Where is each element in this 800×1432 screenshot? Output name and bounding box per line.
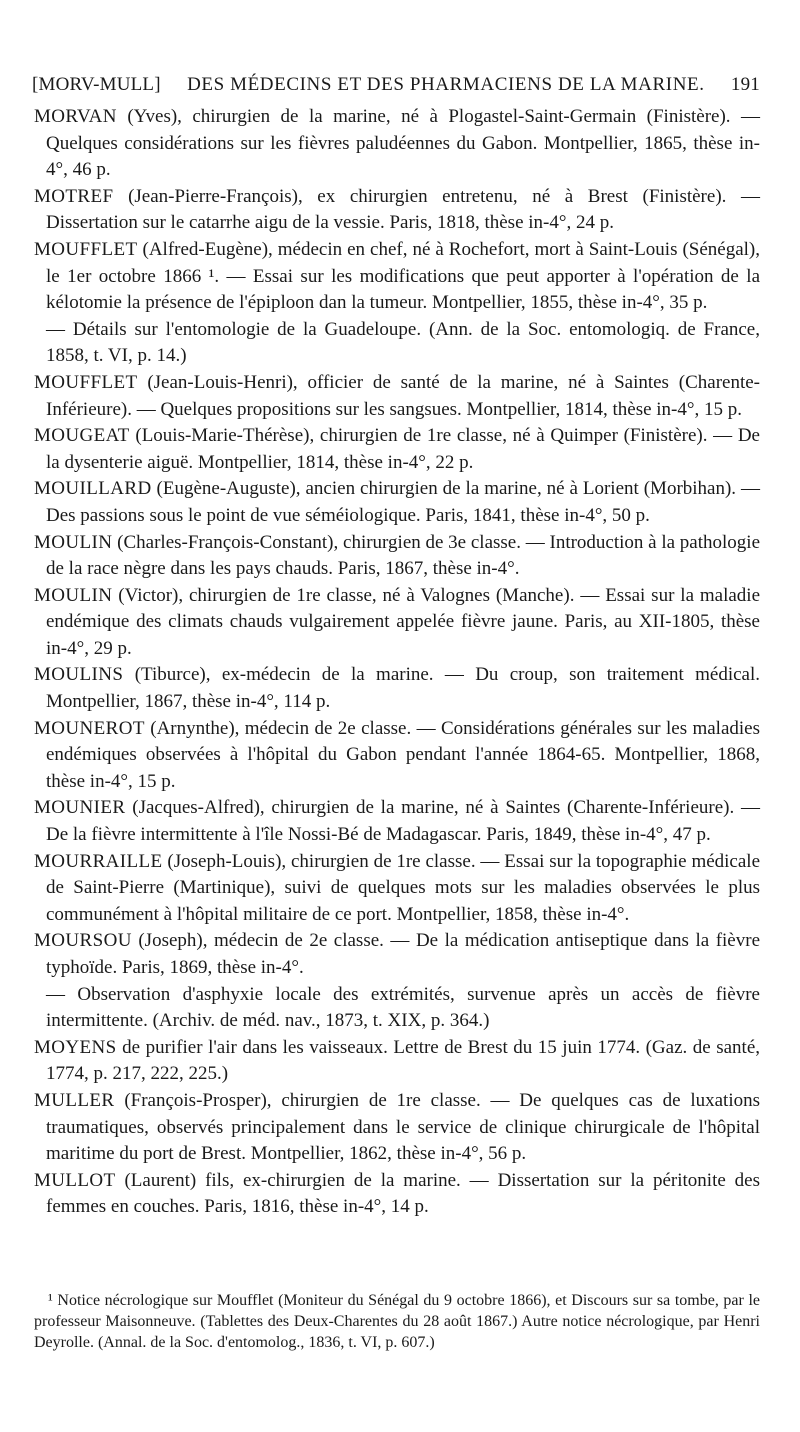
entry-list bbox=[34, 104, 760, 1221]
entry-name: MOUFFLET bbox=[34, 371, 138, 393]
entry-mounier bbox=[34, 795, 760, 848]
entry-motref bbox=[34, 184, 760, 237]
entry-name: MULLOT bbox=[34, 1169, 116, 1191]
entry-moulin-charles bbox=[34, 530, 760, 583]
running-head bbox=[32, 74, 760, 96]
entry-text: (Eugène-Auguste), ancien chirurgien de la marine, né à Lorient (Morbihan). — Des passions sous le point de vue séméiologique. Paris, 1841, thèse in-4°, 50 p. bbox=[46, 478, 760, 526]
entry-text: — Observation d'asphyxie locale des extrémités, survenue après un accès de fièvre intermittente. (Archiv. de méd. nav., 1873, t. XIX, p. 364.) bbox=[46, 983, 760, 1032]
entry-name: MOUILLARD bbox=[34, 478, 152, 500]
entry-mouillard bbox=[34, 476, 760, 529]
entry-text: (Joseph), médecin de 2e classe. — De la médication antiseptique dans la fièvre typhoïde. Paris, 1869, thèse in-4°. bbox=[46, 930, 760, 978]
entry-name: MULLER bbox=[34, 1089, 115, 1111]
entry-continuation bbox=[34, 982, 760, 1035]
entry-name: MOUFFLET bbox=[34, 238, 138, 260]
entry-text: (Arnynthe), médecin de 2e classe. — Considérations générales sur les maladies endémiques observées à l'hôpital du Gabon pendant l'année 1864-65. Montpellier, 1868, thèse in-4°, 15 p. bbox=[46, 717, 760, 792]
entry-text: — Détails sur l'entomologie de la Guadeloupe. (Ann. de la Soc. entomologiq. de France, 1858, t. VI, p. 14.) bbox=[46, 318, 760, 367]
entry-moufflet-jean bbox=[34, 370, 760, 423]
entry-name: MOUNEROT bbox=[34, 717, 145, 739]
entry-name: MOURSOU bbox=[34, 930, 132, 952]
entry-text: (Yves), chirurgien de la marine, né à Plogastel-Saint-Germain (Finistère). — Quelques considérations sur les fièvres paludéennes du Gabon. Montpellier, 1865, thèse in-4°, 46 p. bbox=[46, 106, 761, 181]
entry-text: (Joseph-Louis), chirurgien de 1re classe. — Essai sur la topographie médicale de Saint-Pierre (Martinique), suivi de quelques mots sur les maladies observées le plus communément à l'hôpital militaire de ce port. Montpellier, 1858, thèse in-4°. bbox=[46, 850, 761, 925]
footnote-block bbox=[34, 1290, 760, 1353]
entry-text: (Louis-Marie-Thérèse), chirurgien de 1re classe, né à Quimper (Finistère). — De la dysenterie aiguë. Montpellier, 1814, thèse in-4°, 22 p. bbox=[46, 425, 760, 473]
entry-text: (Tiburce), ex-médecin de la marine. — Du croup, son traitement médical. Montpellier, 1867, thèse in-4°, 114 p. bbox=[46, 664, 761, 713]
entry-name: MOUGEAT bbox=[34, 425, 130, 447]
entry-name: MOULINS bbox=[34, 664, 124, 686]
entry-text: (Alfred-Eugène), médecin en chef, né à Rochefort, mort à Saint-Louis (Sénégal), le 1er octobre 1866 ¹. — Essai sur les modifications que peut apporter à l'opération de la kélotomie la présence de l'épiploon dan la tumeur. Montpellier, 1855, thèse in-4°, 35 p. bbox=[46, 238, 761, 314]
page-number: 191 bbox=[730, 74, 760, 95]
entry-text: (Jacques-Alfred), chirurgien de la marine, né à Saintes (Charente-Inférieure). — De la fièvre intermittente à l'île Nossi-Bé de Madagascar. Paris, 1849, thèse in-4°, 47 p. bbox=[46, 797, 761, 846]
entry-muller bbox=[34, 1088, 760, 1168]
entry-mounerot bbox=[34, 716, 760, 796]
header-range: [MORV-MULL] bbox=[32, 74, 161, 95]
entry-mourraille bbox=[34, 849, 760, 929]
entry-text: (François-Prosper), chirurgien de 1re classe. — De quelques cas de luxations traumatiques, observés principalement dans le service de clinique chirurgicale de l'hôpital maritime du port de Brest. Montpellier, 1862, thèse in-4°, 56 p. bbox=[46, 1089, 761, 1165]
entry-moufflet-alfred bbox=[34, 237, 760, 317]
entry-name: MOYENS bbox=[34, 1036, 117, 1058]
entry-text: (Jean-Louis-Henri), officier de santé de la marine, né à Saintes (Charente-Inférieure). — Quelques propositions sur les sangsues. Montpellier, 1814, thèse in-4°, 15 p. bbox=[46, 371, 761, 420]
footnote: ¹ Notice nécrologique sur Moufflet (Moniteur du Sénégal du 9 octobre 1866), et Discours sur sa tombe, par le professeur Maisonneuve. (Tablettes des Deux-Charentes du 28 août 1867.) Autre notice nécrologique, par Henri Deyrolle. (Annal. de la Soc. d'entomolog., 1836, t. VI, p. 607.) bbox=[34, 1292, 760, 1351]
entry-name: MOURRAILLE bbox=[34, 850, 163, 872]
entry-name: MOTREF bbox=[34, 185, 114, 207]
entry-continuation bbox=[34, 317, 760, 370]
entry-name: MOULIN bbox=[34, 584, 113, 606]
entry-moulin-victor bbox=[34, 583, 760, 663]
entry-moulins bbox=[34, 662, 760, 715]
entry-name: MOULIN bbox=[34, 531, 113, 553]
entry-name: MORVAN bbox=[34, 106, 117, 127]
entry-moursou bbox=[34, 928, 760, 981]
entry-text: (Jean-Pierre-François), ex chirurgien entretenu, né à Brest (Finistère). — Dissertation sur le catarrhe aigu de la vessie. Paris, 1818, thèse in-4°, 24 p. bbox=[46, 185, 760, 234]
entry-moyens bbox=[34, 1035, 760, 1088]
entry-text: de purifier l'air dans les vaisseaux. Lettre de Brest du 15 juin 1774. (Gaz. de santé, 1774, p. 217, 222, 225.) bbox=[46, 1036, 761, 1085]
entry-morvan bbox=[34, 104, 760, 184]
entry-name: MOUNIER bbox=[34, 797, 126, 819]
entry-text: (Victor), chirurgien de 1re classe, né à Valognes (Manche). — Essai sur la maladie endémique des climats chauds vulgairement appelée fièvre jaune. Paris, au XII-1805, thèse in-4°, 29 p. bbox=[46, 584, 761, 659]
entry-mougeat bbox=[34, 423, 760, 476]
entry-mullot bbox=[34, 1168, 760, 1221]
header-title: DES MÉDECINS ET DES PHARMACIENS DE LA MARINE. bbox=[187, 74, 705, 95]
entry-text: (Charles-François-Constant), chirurgien de 3e classe. — Introduction à la pathologie de la race nègre dans les pays chauds. Paris, 1867, thèse in-4°. bbox=[46, 531, 761, 580]
entry-text: (Laurent) fils, ex-chirurgien de la marine. — Dissertation sur la péritonite des femmes en couches. Paris, 1816, thèse in-4°, 14 p. bbox=[46, 1169, 760, 1218]
